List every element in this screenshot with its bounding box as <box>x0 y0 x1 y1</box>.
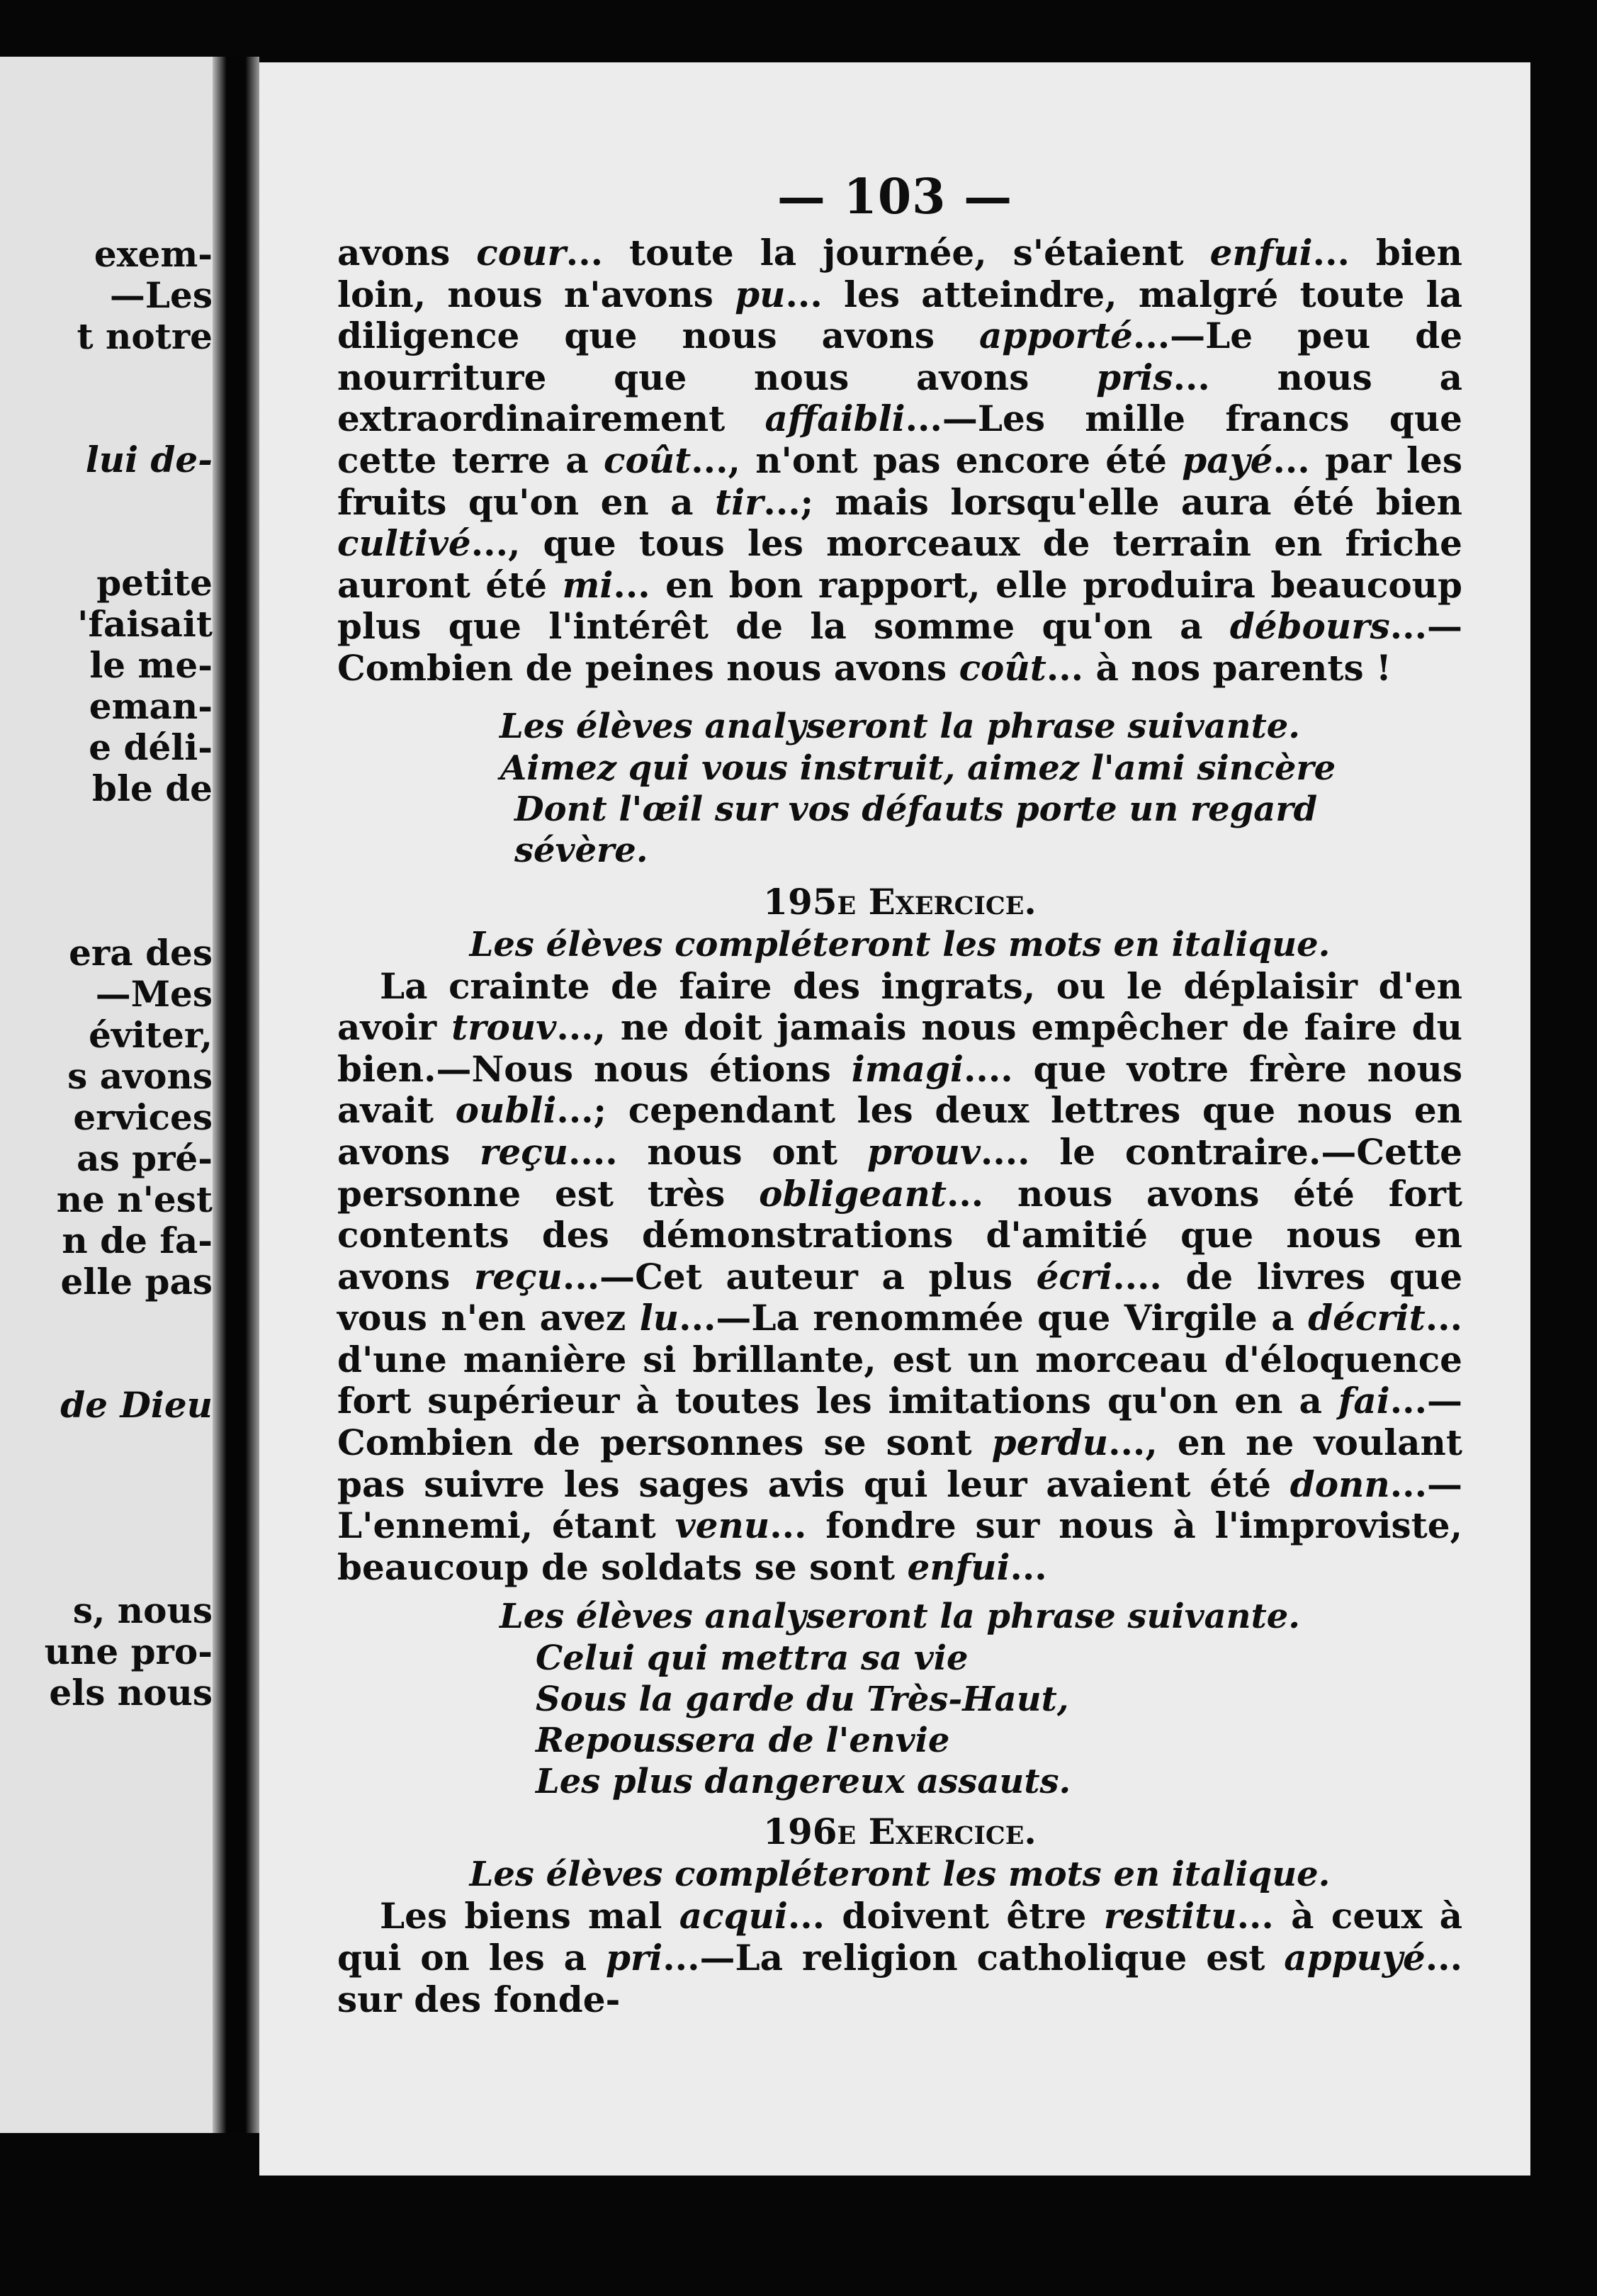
exercise-196-heading: 196e Exercice. <box>763 1811 1037 1853</box>
left-page-line: 'faisait <box>77 603 213 645</box>
verse-line-1: Aimez qui vous instruit, aimez l'ami sincère <box>500 748 1336 788</box>
poem-line: Celui qui mettra sa vie <box>536 1638 969 1679</box>
text-block-top <box>337 232 1462 2020</box>
instruction-analyse-1: Les élèves analyseront la phrase suivante. <box>499 706 1300 746</box>
poem-line: Les plus dangereux assauts. <box>536 1762 1071 1802</box>
exercise-196-instruction: Les élèves compléteront les mots en italique. <box>469 1855 1331 1895</box>
left-page-line: ble de <box>92 767 213 809</box>
left-page-line: une pro- <box>44 1631 213 1672</box>
page-number: — 103 — <box>777 169 1013 225</box>
left-page-line: —Les <box>109 274 213 316</box>
poem-line: Sous la garde du Très-Haut, <box>536 1679 1069 1720</box>
paragraph-exercise-196: Les biens mal acqui... doivent être restitu... à ceux à qui on les a pri...—La religion catholique est appuyé... sur des fonde- <box>337 1895 1463 2020</box>
poem-line: Repoussera de l'envie <box>536 1721 950 1761</box>
left-page-line: éviter, <box>89 1014 213 1056</box>
left-page-line: elle pas <box>60 1261 213 1302</box>
left-page-line: petite <box>96 562 213 604</box>
exercise-195-heading: 195e Exercice. <box>763 880 1037 923</box>
left-page-line: n de fa- <box>62 1220 213 1261</box>
left-page-line: as pré- <box>77 1137 213 1179</box>
left-page-line: t notre <box>77 315 213 357</box>
left-page-line: era des <box>69 932 213 974</box>
instruction-analyse-2: Les élèves analyseront la phrase suivante. <box>499 1597 1300 1637</box>
verse-line-2: Dont l'œil sur vos défauts porte un regard sévère. <box>514 789 1318 870</box>
left-page-line: exem- <box>94 233 213 275</box>
right-page <box>259 62 1530 2176</box>
paragraph-exercise-195: La crainte de faire des ingrats, ou le déplaisir d'en avoir trouv..., ne doit jamais nous empêcher de faire du bien.—Nous nous étions imagi.... que votre frère nous avait oubli...; cependant les deux lettres que nous en avons reçu.... nous ont prouv.... le contraire.—Cette personne est très obligeant... nous avons été fort contents des démonstrations d'amitié que nous en avons reçu...—Cet auteur a plus écri.... de livres que vous n'en avez lu...—La renommée que Virgile a décrit... d'une manière si brillante, est un morceau d'éloquence fort supérieur à toutes les imitations qu'on en a fai...—Combien de personnes se sont perdu..., en ne voulant pas suivre les sages avis qui leur avaient été donn...—L'ennemi, étant venu... fondre sur nous à l'improviste, beaucoup de soldats se sont enfui... <box>337 964 1463 1588</box>
left-page-line: s, nous <box>72 1589 213 1631</box>
left-page-line: s avons <box>67 1055 213 1097</box>
left-page-line: eman- <box>89 685 213 727</box>
left-page-line: de Dieu <box>60 1384 213 1426</box>
left-page-line: ne n'est <box>56 1178 213 1220</box>
book-gutter <box>213 57 259 2133</box>
left-page-line: els nous <box>49 1672 213 1713</box>
left-page-line: ervices <box>73 1096 213 1138</box>
left-page-line: le me- <box>89 644 213 686</box>
left-page-line: e déli- <box>89 726 213 768</box>
exercise-195-instruction: Les élèves compléteront les mots en italique. <box>469 924 1331 964</box>
left-page-line: —Mes <box>95 973 213 1015</box>
paragraph-exercise-194-end: avons cour... toute la journée, s'étaient enfui... bien loin, nous n'avons pu... les atteindre, malgré toute la diligence que nous avons apporté...—Le peu de nourriture que nous avons pris... nous a extraordinairement affaibli...—Les mille francs que cette terre a coût..., n'ont pas encore été payé... par les fruits qu'on en a tir...; mais lorsqu'elle aura été bien cultivé..., que tous les morceaux de terrain en friche auront été mi... en bon rapport, elle produira beaucoup plus que l'intérêt de la somme qu'on a débours...—Combien de peines nous avons coût... à nos parents ! <box>337 232 1463 689</box>
left-page-fragment <box>0 57 213 2133</box>
left-page-line: lui de- <box>85 439 213 480</box>
